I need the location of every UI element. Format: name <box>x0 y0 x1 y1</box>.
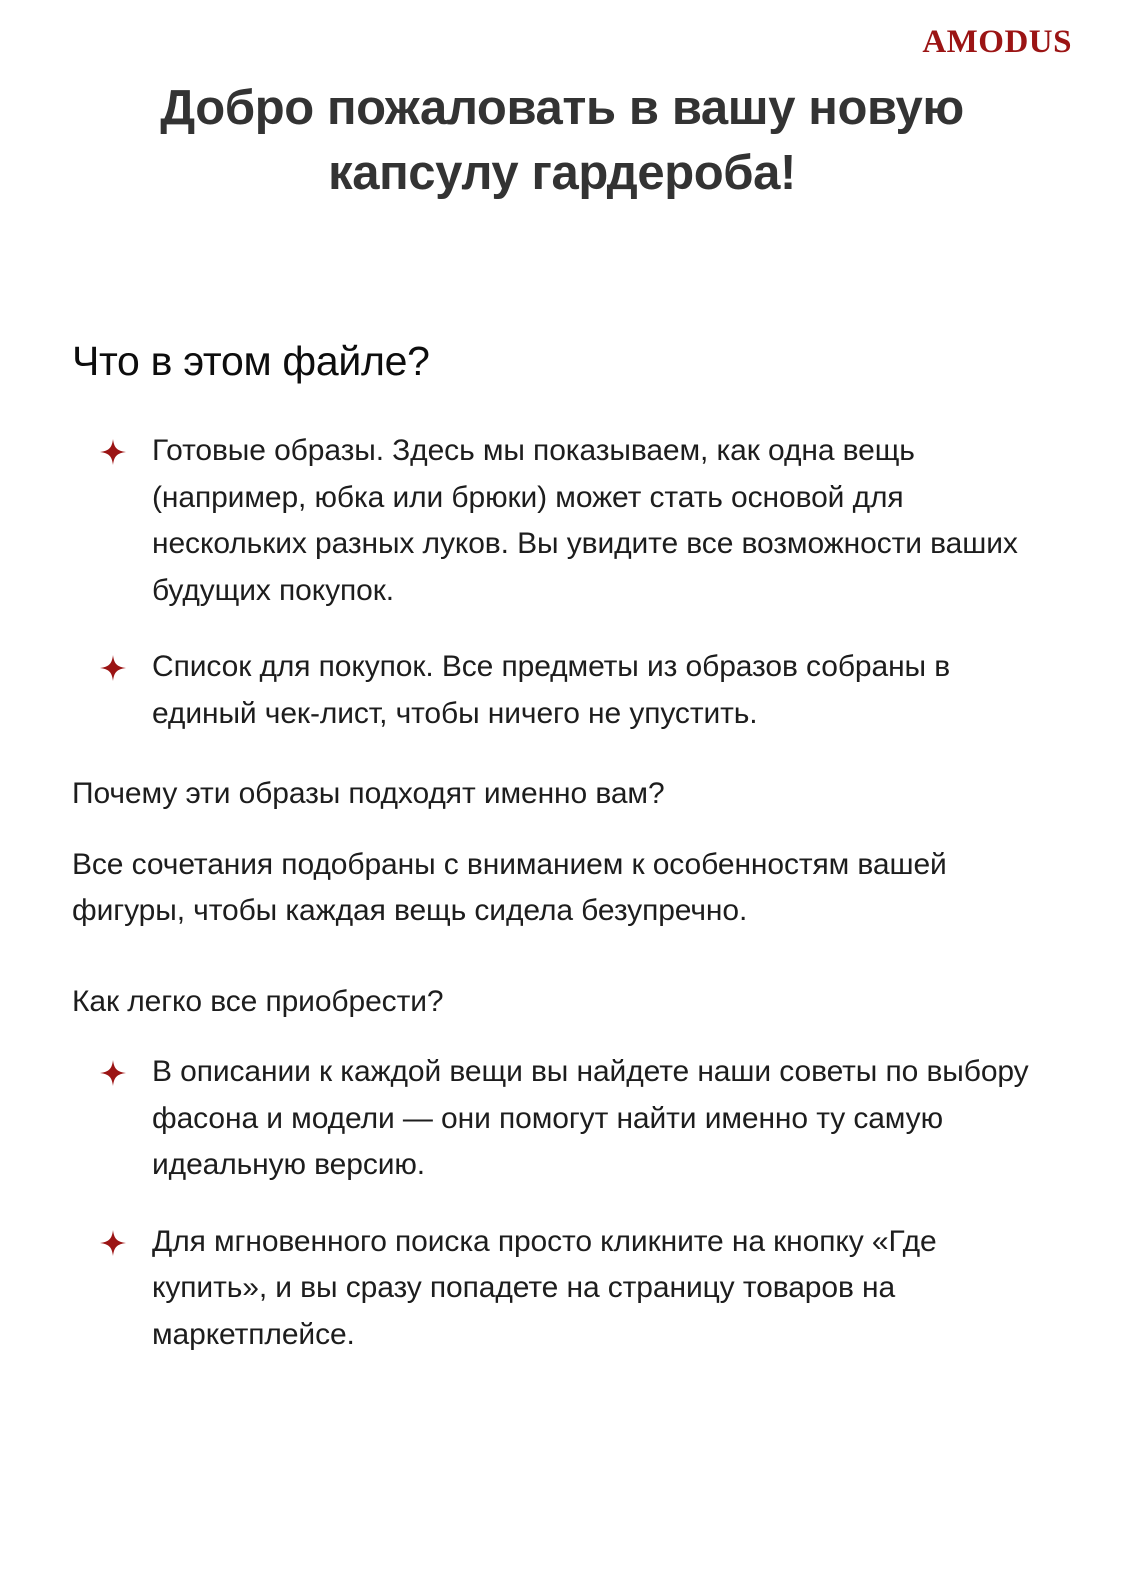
list-item <box>72 1049 1034 1189</box>
list-item-text: Список для покупок. Все предметы из образов собраны в единый чек-лист, чтобы ничего не упустить. <box>152 650 951 730</box>
why-suitable-answer: Все сочетания подобраны с вниманием к особенностям вашей фигуры, чтобы каждая вещь сидела безупречно. <box>72 847 947 928</box>
list-item <box>72 428 1034 614</box>
list-item <box>72 1219 1034 1359</box>
list-item-text: В описании к каждой вещи вы найдете наши советы по выбору фасона и модели — они помогут найти именно ту самую идеальную версию. <box>152 1055 1029 1182</box>
sparkle-star-icon <box>100 439 126 465</box>
how-to-buy-block <box>72 979 1034 1026</box>
why-suitable-question: Почему эти образы подходят именно вам? <box>72 777 665 811</box>
content-column <box>72 336 1034 1358</box>
how-to-buy-bullet-list <box>72 1049 1034 1358</box>
spacer <box>72 1025 1034 1049</box>
brand-header <box>922 22 1072 62</box>
list-item-text: Готовые образы. Здесь мы показываем, как одна вещь (например, юбка или брюки) может стать основой для нескольких разных луков. Вы увидите все возможности ваших будущих покупок. <box>152 434 1018 607</box>
section-heading-what-in-file: Что в этом файле? <box>72 338 430 384</box>
list-item-text: Для мгновенного поиска просто кликните на кнопку «Где купить», и вы сразу попадете на страницу товаров на маркетплейсе. <box>152 1224 937 1351</box>
what-in-file-bullet-list <box>72 428 1034 737</box>
amodus-logo: AMODUS <box>922 23 1072 60</box>
page-title: Добро пожаловать в вашу новую капсулу гардероба! <box>160 81 964 200</box>
sparkle-star-icon <box>100 655 126 681</box>
sparkle-star-icon <box>100 1230 126 1256</box>
how-to-buy-question: Как легко все приобрести? <box>72 984 444 1018</box>
spacer <box>72 737 1034 771</box>
why-suitable-block <box>72 771 1034 935</box>
sparkle-star-icon <box>100 1060 126 1086</box>
list-item <box>72 644 1034 737</box>
spacer <box>72 935 1034 979</box>
spacer <box>72 818 1034 842</box>
